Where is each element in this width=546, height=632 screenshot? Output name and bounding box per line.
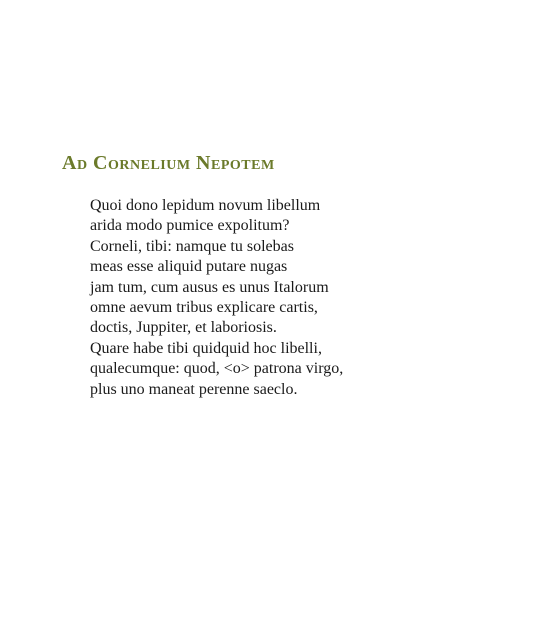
poem-line: Quare habe tibi quidquid hoc libelli, [90, 339, 322, 357]
poem-line: plus uno maneat perenne saeclo. [90, 380, 298, 398]
poem-line: qualecumque: quod, <o> patrona virgo, [90, 360, 344, 378]
poem-line: meas esse aliquid putare nugas [90, 258, 288, 276]
poem-line: doctis, Juppiter, et laboriosis. [90, 319, 277, 337]
poem-line: Corneli, tibi: namque tu solebas [90, 237, 294, 255]
poem-line: omne aevum tribus explicare cartis, [90, 299, 318, 317]
poem-line: jam tum, cum ausus es unus Italorum [90, 278, 329, 296]
poem-title: Ad Cornelium Nepotem [62, 152, 275, 174]
poem-body [90, 196, 343, 400]
poem-line: Quoi dono lepidum novum libellum [90, 197, 321, 214]
poem-line: arida modo pumice expolitum? [90, 217, 290, 235]
